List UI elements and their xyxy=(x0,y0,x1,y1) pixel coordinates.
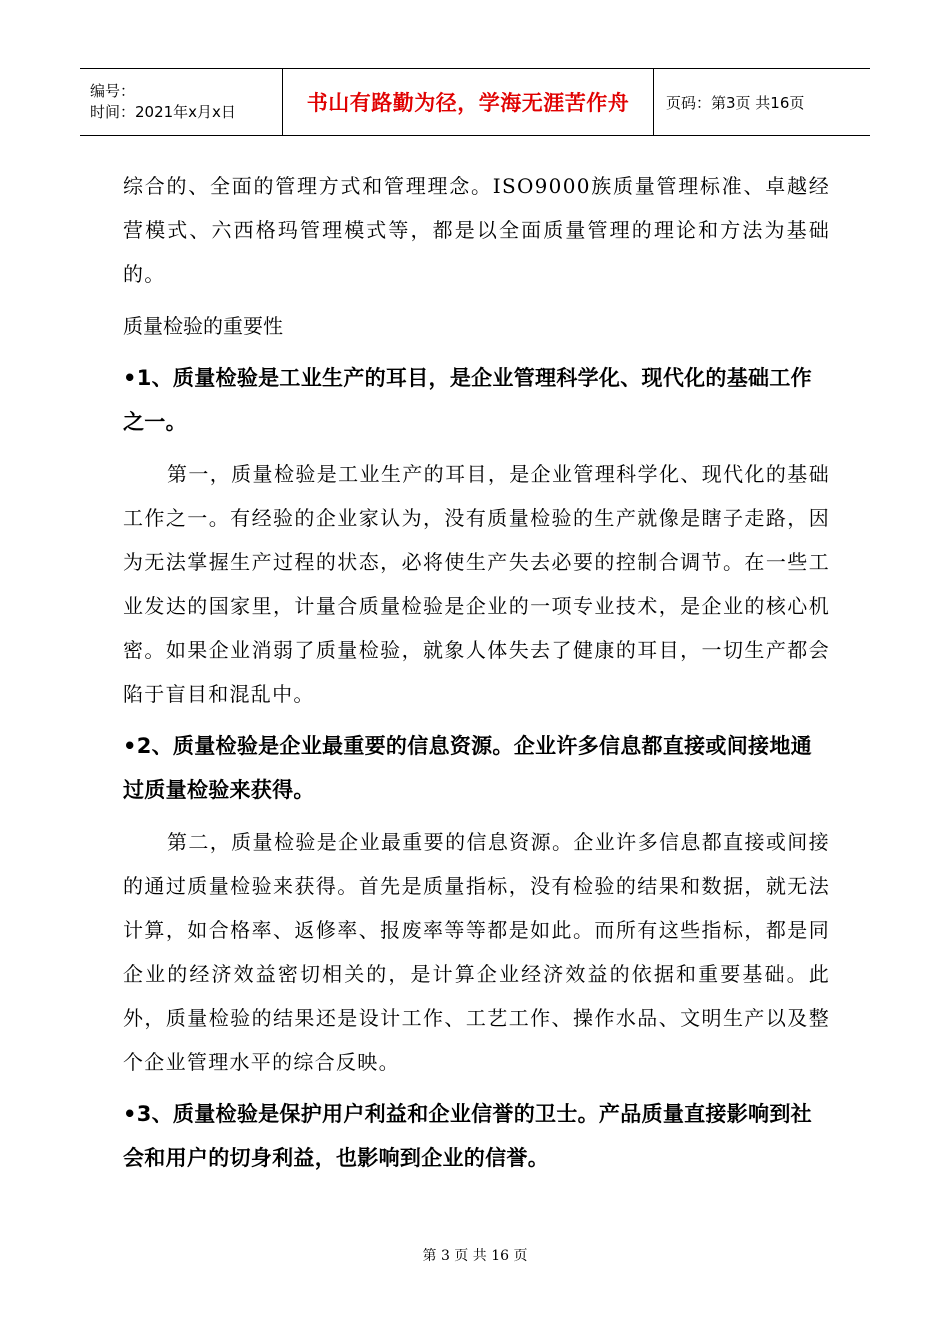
header-left-cell xyxy=(80,69,282,135)
point-2-heading: •2、质量检验是企业最重要的信息资源。企业许多信息都直接或间接地通过质量检验来获得。 xyxy=(123,734,812,802)
point-2-paragraph: 第二，质量检验是企业最重要的信息资源。企业许多信息都直接或间接的通过质量检验来获得。首先是质量指标，没有检验的结果和数据，就无法计算，如合格率、返修率、报废率等等都是如此。而所有这些指标，都是同企业的经济效益密切相关的，是计算企业经济效益的依据和重要基础。此外，质量检验的结果还是设计工作、工艺工作、操作水品、文明生产以及整个企业管理水平的综合反映。 xyxy=(123,830,830,1074)
header-motto: 书山有路勤为径，学海无涯苦作舟 xyxy=(306,91,630,115)
point-3-heading: •3、质量检验是保护用户利益和企业信誉的卫士。产品质量直接影响到社会和用户的切身利益，也影响到企业的信誉。 xyxy=(123,1102,812,1170)
page-header xyxy=(80,68,870,136)
section-title: 质量检验的重要性 xyxy=(123,314,283,338)
document-body xyxy=(123,164,830,1180)
header-page-cell xyxy=(654,69,870,135)
header-motto-cell xyxy=(282,69,654,135)
page-footer: 第 3 页 共 16 页 xyxy=(422,1248,528,1264)
document-time-label: 时间：2021年x月x日 xyxy=(90,103,236,121)
header-page-info: 页码：第3页 共16页 xyxy=(666,93,805,112)
point-1-heading: •1、质量检验是工业生产的耳目，是企业管理科学化、现代化的基础工作之一。 xyxy=(123,366,812,434)
document-number-label: 编号： xyxy=(90,82,136,100)
point-1-paragraph: 第一，质量检验是工业生产的耳目，是企业管理科学化、现代化的基础工作之一。有经验的企业家认为，没有质量检验的生产就像是瞎子走路，因为无法掌握生产过程的状态，必将使生产失去必要的控制合调节。在一些工业发达的国家里，计量合质量检验是企业的一项专业技术，是企业的核心机密。如果企业消弱了质量检验，就象人体失去了健康的耳目，一切生产都会陷于盲目和混乱中。 xyxy=(123,462,830,706)
intro-paragraph: 综合的、全面的管理方式和管理理念。ISO9000族质量管理标准、卓越经营模式、六西格玛管理模式等，都是以全面质量管理的理论和方法为基础的。 xyxy=(123,174,830,286)
